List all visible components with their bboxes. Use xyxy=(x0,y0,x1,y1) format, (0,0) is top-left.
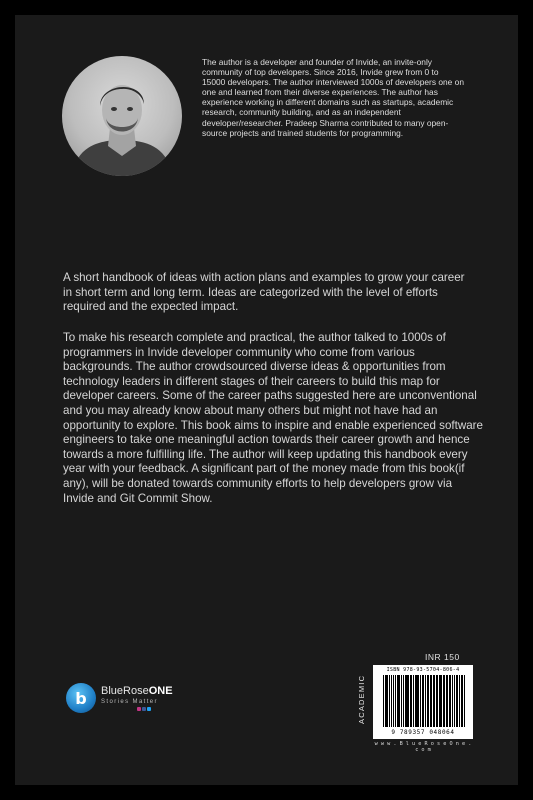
facebook-icon xyxy=(142,707,146,711)
category-label: ACADEMIC xyxy=(357,674,366,724)
barcode xyxy=(373,665,473,739)
barcode-number: 9 789357 048064 xyxy=(391,729,455,736)
barcode-bar xyxy=(428,675,429,727)
publisher-logo xyxy=(66,683,173,713)
barcode-bar xyxy=(464,675,465,727)
barcode-bar xyxy=(454,675,455,727)
barcode-bar xyxy=(423,675,424,727)
barcode-bar xyxy=(443,675,444,727)
publisher-name: BlueRoseONE xyxy=(101,684,173,697)
instagram-icon xyxy=(137,707,141,711)
author-portrait-image xyxy=(62,56,182,176)
barcode-bar xyxy=(403,675,404,727)
barcode-bar xyxy=(437,675,438,727)
isbn-label: ISBN 978-93-5704-806-4 xyxy=(386,667,460,673)
twitter-icon xyxy=(147,707,151,711)
barcode-bar xyxy=(387,675,388,727)
social-icons xyxy=(137,707,173,711)
barcode-bar xyxy=(433,675,434,727)
book-summary: A short handbook of ideas with action plans and examples to grow your career in short term and long term. Ideas are categorized with the level of efforts required and the expected impact. xyxy=(63,271,465,314)
publisher-badge-icon: b xyxy=(66,683,96,713)
barcode-bar xyxy=(406,675,407,727)
barcode-bar xyxy=(439,675,440,727)
price-label: INR 150 xyxy=(425,652,460,662)
barcode-bar xyxy=(393,675,394,727)
barcode-bar xyxy=(383,675,384,727)
barcode-bar xyxy=(457,675,458,727)
barcode-bar xyxy=(413,675,414,727)
barcode-bar xyxy=(447,675,448,727)
barcode-bar xyxy=(417,675,418,727)
book-description: To make his research complete and practical, the author talked to 1000s of programmers in Invide developer community who come from various backgrounds. The author crowdsourced diverse ideas & opportunities from technology leaders in different stages of their careers to build this map for developer careers. Some of the career paths suggested here are unconventional and you may already know about many others but might not have had an opportunity to explore. This book aims to inspire and enable experienced software engineers to take one meaningful action towards their career growth and hence towards a more fulfilling life. The author will keep updating this handbook every year with your feedback. A significant part of the money made from this book(if any), will be donated towards community efforts to help developers grow via Invide and Git Commit Show. xyxy=(63,331,483,505)
barcode-bar xyxy=(408,675,409,727)
author-bio: The author is a developer and founder of Invide, an invite-only community of top developers. Since 2016, Invide grew from 0 to 15000 developers. The author interviewed 1000s of developers one on one and learned from their diverse experiences. The author has experience working in different domains such as startups, academic research, community building, and as an independent developer/researcher. Pradeep Sharma contributed to many open-source projects and trained students for programming. xyxy=(202,57,464,138)
barcode-bars xyxy=(383,675,465,727)
barcode-bar xyxy=(391,675,392,727)
author-photo xyxy=(62,56,182,176)
publisher-website: w w w . B l u e R o s e O n e . c o m xyxy=(374,741,472,753)
barcode-bar xyxy=(452,675,453,727)
publisher-tagline: Stories Matter xyxy=(101,698,158,705)
barcode-bar xyxy=(398,675,399,727)
publisher-name-accent: ONE xyxy=(148,684,173,697)
barcode-bar xyxy=(462,675,463,727)
publisher-wordmark xyxy=(101,686,173,711)
